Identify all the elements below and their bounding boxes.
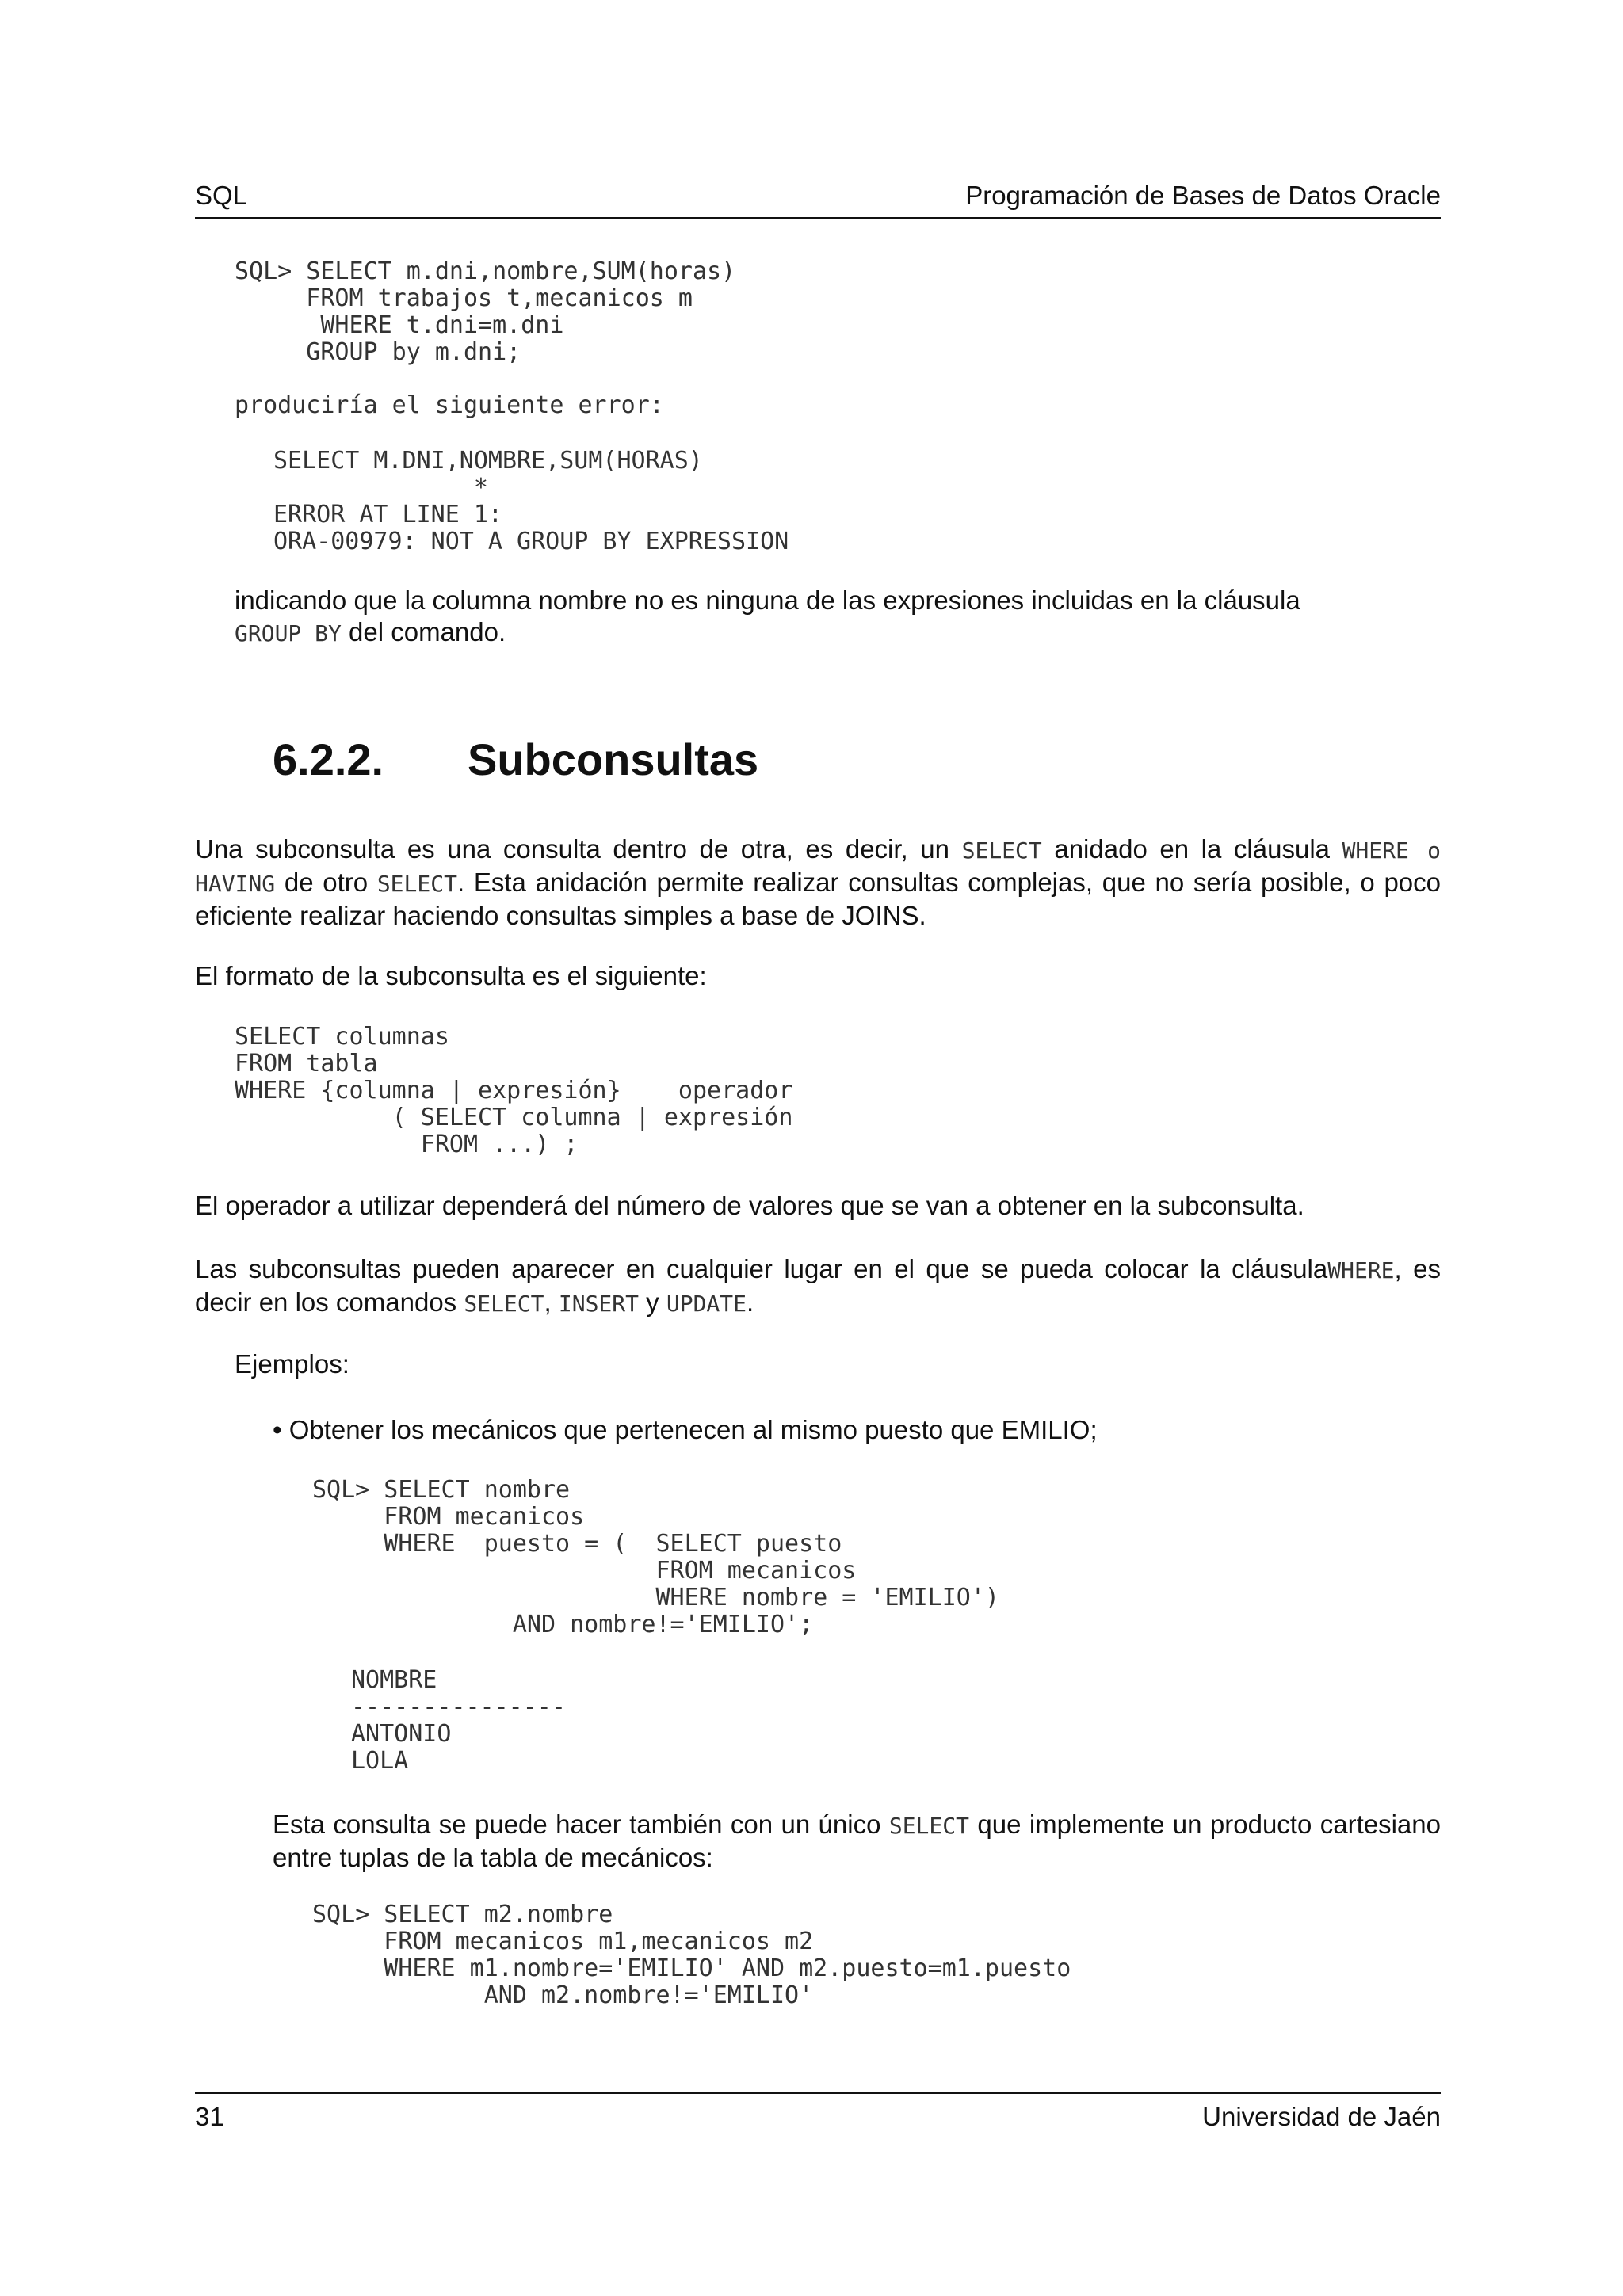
page-header <box>195 177 1441 219</box>
footer-right: Universidad de Jaén <box>1202 2102 1441 2131</box>
header-right: Programación de Bases de Datos Oracle <box>965 181 1441 210</box>
p2-code-where-having: WHERE o HAVING <box>195 837 1441 897</box>
section-number: 6.2.2. <box>273 734 384 784</box>
p2-text3: de otro <box>275 868 377 897</box>
paragraph-cartesian-alternative <box>273 1809 1441 1874</box>
examples-label: Ejemplos: <box>235 1349 349 1379</box>
p1-text2: del comando. <box>341 617 506 646</box>
paragraph-subconsulta-location <box>195 1253 1441 1320</box>
p5-text4: y <box>639 1287 666 1317</box>
page-number: 31 <box>195 2102 224 2131</box>
p1-code: GROUP BY <box>235 620 342 646</box>
bullet-icon: • <box>273 1415 289 1444</box>
header-left: SQL <box>195 181 248 210</box>
paragraph-format-intro: El formato de la subconsulta es el siguiente: <box>195 961 707 990</box>
p2-code-select2: SELECT <box>376 871 457 897</box>
p1-text1: indicando que la columna nombre no es ninguna de las expresiones incluidas en la cláusula <box>235 585 1300 615</box>
code-error-output: SELECT M.DNI,NOMBRE,SUM(HORAS) * ERROR AT LINE 1: ORA-00979: NOT A GROUP BY EXPRESSION <box>273 447 789 555</box>
p6-code-select: SELECT <box>888 1813 969 1839</box>
p2-text1: Una subconsulta es una consulta dentro de otra, es decir, un <box>195 834 962 864</box>
p5-code-update: UPDATE <box>666 1291 747 1317</box>
page-footer <box>195 2092 1441 2131</box>
p5-code-select: SELECT <box>464 1291 544 1317</box>
code-block-subquery-example: SQL> SELECT nombre FROM mecanicos WHERE puesto = ( SELECT puesto FROM mecanicos WHERE nombre = 'EMILIO') AND nombre!='EMILIO'; <box>312 1476 999 1638</box>
p5-code-insert: INSERT <box>558 1291 640 1317</box>
section-heading <box>273 734 758 785</box>
p5-text5: . <box>747 1287 754 1317</box>
paragraph-group-by-explanation <box>235 585 1441 650</box>
code-block-subquery-format: SELECT columnas FROM tabla WHERE {columna | expresión} operador ( SELECT columna | expresión FROM ...) ; <box>235 1023 793 1158</box>
code-block-cartesian: SQL> SELECT m2.nombre FROM mecanicos m1,mecanicos m2 WHERE m1.nombre='EMILIO' AND m2.puesto=m1.puesto AND m2.nombre!='EMILIO' <box>312 1901 1071 2009</box>
p2-text2: anidado en la cláusula <box>1041 834 1342 864</box>
bullet-item <box>273 1415 1098 1445</box>
p2-text4: . Esta anidación permite realizar consultas complejas, que no sería posible, o poco eficiente realizar haciendo consultas simples a base de JOINS. <box>195 868 1442 930</box>
p5-text1: Las subconsultas pueden aparecer en cualquier lugar en el que se pueda colocar la cláusula <box>195 1254 1328 1283</box>
code-error-intro: produciría el siguiente error: <box>235 391 664 419</box>
paragraph-operador: El operador a utilizar dependerá del número de valores que se van a obtener en la subconsulta. <box>195 1191 1304 1220</box>
p2-code-select: SELECT <box>961 837 1042 864</box>
bullet-text: Obtener los mecánicos que pertenecen al mismo puesto que EMILIO; <box>288 1415 1098 1444</box>
p5-text2: , es decir en los comandos <box>195 1254 1441 1317</box>
code-query-result: NOMBRE --------------- ANTONIO LOLA <box>351 1666 566 1775</box>
p6-text2: que implemente un producto cartesiano entre tuplas de la tabla de mecánicos: <box>273 1810 1441 1872</box>
p5-text3: , <box>544 1287 559 1317</box>
code-block-group-by: SQL> SELECT m.dni,nombre,SUM(horas) FROM trabajos t,mecanicos m WHERE t.dni=m.dni GROUP by m.dni; <box>235 257 736 366</box>
p5-code-where: WHERE <box>1327 1257 1395 1283</box>
p6-text1: Esta consulta se puede hacer también con un único <box>273 1810 889 1839</box>
paragraph-subconsulta-definition <box>195 833 1441 932</box>
section-title: Subconsultas <box>468 734 759 784</box>
